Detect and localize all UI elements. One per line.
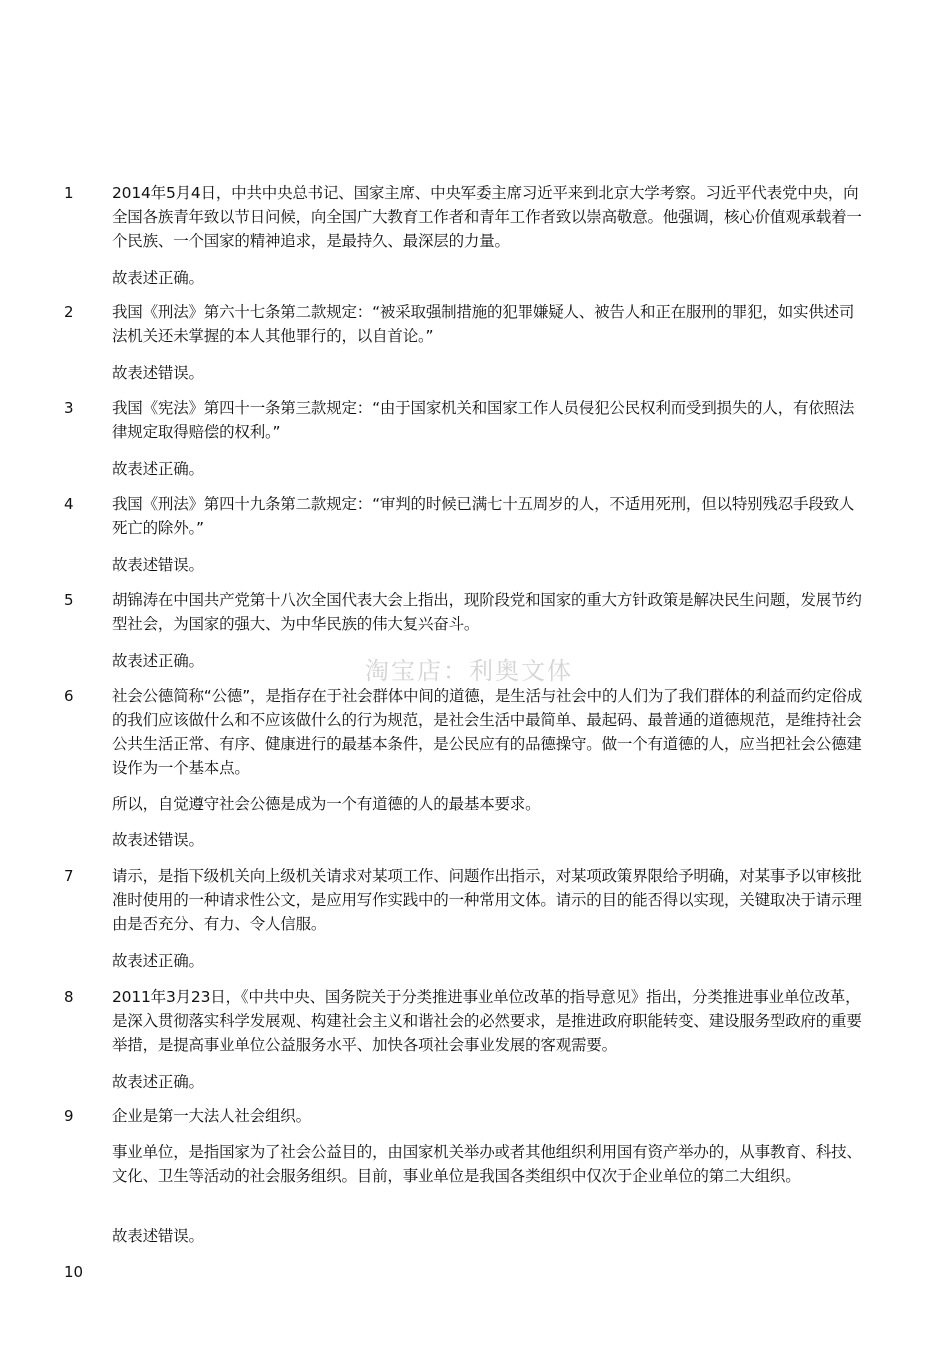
item-number: 3 <box>64 399 74 417</box>
item-verdict: 故表述错误。 <box>112 364 204 382</box>
item-number: 4 <box>64 495 74 513</box>
item-number: 5 <box>64 591 74 609</box>
item-verdict: 故表述正确。 <box>112 269 204 287</box>
item-verdict: 故表述正确。 <box>112 652 204 670</box>
item-verdict: 故表述错误。 <box>112 556 204 574</box>
item-explanation: 我国《宪法》第四十一条第三款规定：“由于国家机关和国家工作人员侵犯公民权利而受到损失的人，有依照法律规定取得赔偿的权利。” <box>112 399 855 441</box>
item-statement: 企业是第一大法人社会组织。 <box>112 1107 311 1125</box>
item-conclusion: 所以，自觉遵守社会公德是成为一个有道德的人的最基本要求。 <box>112 795 541 813</box>
item-number: 10 <box>64 1263 84 1281</box>
watermark: 淘宝店：利奥文体 <box>365 657 573 685</box>
item-number: 9 <box>64 1107 74 1125</box>
item-number: 7 <box>64 867 74 885</box>
item-explanation: 请示，是指下级机关向上级机关请求对某项工作、问题作出指示，对某项政策界限给予明确，对某事予以审核批准时使用的一种请求性公文，是应用写作实践中的一种常用文体。请示的目的能否得以实现，关键取决于请示理由是否充分、有力、令人信服。 <box>112 867 862 933</box>
item-number: 8 <box>64 988 74 1006</box>
item-explanation: 事业单位，是指国家为了社会公益目的，由国家机关举办或者其他组织利用国有资产举办的，从事教育、科技、文化、卫生等活动的社会服务组织。目前，事业单位是我国各类组织中仅次于企业单位的第二大组织。 <box>112 1143 862 1185</box>
item-number: 2 <box>64 303 74 321</box>
item-verdict: 故表述正确。 <box>112 460 204 478</box>
item-verdict: 故表述错误。 <box>112 831 204 849</box>
item-explanation: 胡锦涛在中国共产党第十八次全国代表大会上指出，现阶段党和国家的重大方针政策是解决民生问题，发展节约型社会，为国家的强大、为中华民族的伟大复兴奋斗。 <box>112 591 862 633</box>
item-number: 6 <box>64 687 74 705</box>
item-verdict: 故表述错误。 <box>112 1227 204 1245</box>
item-number: 1 <box>64 184 74 202</box>
item-verdict: 故表述正确。 <box>112 952 204 970</box>
item-explanation: 社会公德简称“公德”，是指存在于社会群体中间的道德，是生活与社会中的人们为了我们群体的利益而约定俗成的我们应该做什么和不应该做什么的行为规范，是社会生活中最简单、最起码、最普通的道德规范，是维持社会公共生活正常、有序、健康进行的最基本条件，是公民应有的品德操守。做一个有道德的人，应当把社会公德建设作为一个基本点。 <box>112 687 863 777</box>
item-explanation: 2014年5月4日，中共中央总书记、国家主席、中央军委主席习近平来到北京大学考察。习近平代表党中央，向全国各族青年致以节日问候，向全国广大教育工作者和青年工作者致以崇高敬意。他强调，核心价值观承载着一个民族、一个国家的精神追求，是最持久、最深层的力量。 <box>112 184 862 250</box>
item-verdict: 故表述正确。 <box>112 1073 204 1091</box>
item-explanation: 我国《刑法》第六十七条第二款规定：“被采取强制措施的犯罪嫌疑人、被告人和正在服刑的罪犯，如实供述司法机关还未掌握的本人其他罪行的，以自首论。” <box>112 303 855 345</box>
item-explanation: 我国《刑法》第四十九条第二款规定：“审判的时候已满七十五周岁的人，不适用死刑，但以特别残忍手段致人死亡的除外。” <box>112 495 855 537</box>
item-explanation: 2011年3月23日，《中共中央、国务院关于分类推进事业单位改革的指导意见》指出，分类推进事业单位改革，是深入贯彻落实科学发展观、构建社会主义和谐社会的必然要求，是推进政府职能转变、建设服务型政府的重要举措，是提高事业单位公益服务水平、加快各项社会事业发展的客观需要。 <box>112 988 862 1054</box>
